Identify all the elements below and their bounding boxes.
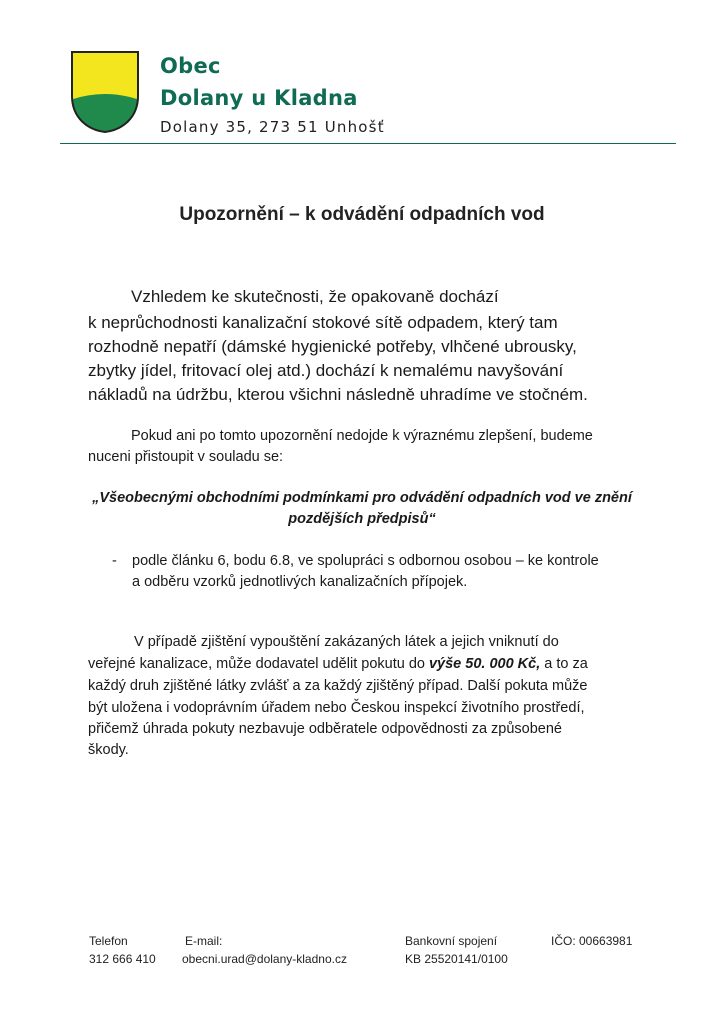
bullet-line: podle článku 6, bodu 6.8, ve spolupráci s odbornou osobou – ke kontrole bbox=[132, 553, 599, 569]
footer-phone-value: 312 666 410 bbox=[89, 952, 156, 966]
paragraph1-line: rozhodně nepatří (dámské hygienické potřeby, vlhčené ubrousky, bbox=[88, 337, 577, 356]
paragraph1-line: zbytky jídel, fritovací olej atd.) dochází k nemalému navyšování bbox=[88, 361, 564, 380]
paragraph3-line: být uložena i vodoprávním úřadem nebo Českou inspekcí životního prostředí, bbox=[88, 700, 585, 716]
paragraph3-line-with-fine bbox=[88, 656, 588, 672]
paragraph3-line: přičemž úhrada pokuty nezbavuje odběratele odpovědnosti za způsobené bbox=[88, 721, 562, 737]
footer-bank-value: KB 25520141/0100 bbox=[405, 952, 508, 966]
document-title: Upozornění – k odvádění odpadních vod bbox=[179, 204, 545, 225]
municipality-name-line1: Obec bbox=[160, 54, 221, 78]
footer-email-label: E-mail: bbox=[185, 934, 223, 948]
paragraph3-line: V případě zjištění vypouštění zakázaných látek a jejich vniknutí do bbox=[134, 634, 559, 650]
municipality-name-line2: Dolany u Kladna bbox=[160, 86, 358, 110]
paragraph2-line: Pokud ani po tomto upozornění nedojde k výraznému zlepšení, budeme bbox=[131, 428, 593, 444]
quoted-regulation-line: „Všeobecnými obchodními podmínkami pro odvádění odpadních vod ve znění bbox=[92, 490, 632, 506]
paragraph1-line: nákladů na údržbu, kterou všichni následně uhradíme ve stočném. bbox=[88, 385, 588, 404]
fine-amount: výše 50. 000 Kč, bbox=[428, 656, 541, 672]
footer-bank-label: Bankovní spojení bbox=[405, 934, 498, 948]
paragraph1-line: k neprůchodnosti kanalizační stokové sítě odpadem, který tam bbox=[88, 313, 558, 332]
bullet-line: a odběru vzorků jednotlivých kanalizačních přípojek. bbox=[132, 574, 468, 590]
bullet-marker: - bbox=[112, 553, 117, 569]
municipality-address: Dolany 35, 273 51 Unhošť bbox=[160, 118, 385, 136]
paragraph3-line: každý druh zjištěné látky zvlášť a za každý zjištěný případ. Další pokuta může bbox=[88, 678, 588, 694]
municipal-crest-icon bbox=[70, 50, 140, 134]
paragraph3-line: škody. bbox=[88, 742, 129, 758]
paragraph3-text: veřejné kanalizace, může dodavatel udělit pokutu do bbox=[88, 656, 429, 672]
header-divider bbox=[60, 143, 676, 144]
footer-phone-label: Telefon bbox=[89, 934, 128, 948]
paragraph1-line: Vzhledem ke skutečnosti, že opakovaně dochází bbox=[131, 287, 499, 306]
paragraph2-line: nuceni přistoupit v souladu se: bbox=[88, 449, 284, 465]
footer-email-value: obecni.urad@dolany-kladno.cz bbox=[182, 952, 347, 966]
footer-ico: IČO: 00663981 bbox=[551, 934, 633, 948]
quoted-regulation-line: pozdějších předpisů“ bbox=[288, 511, 436, 527]
paragraph3-text: a to za bbox=[540, 656, 588, 672]
